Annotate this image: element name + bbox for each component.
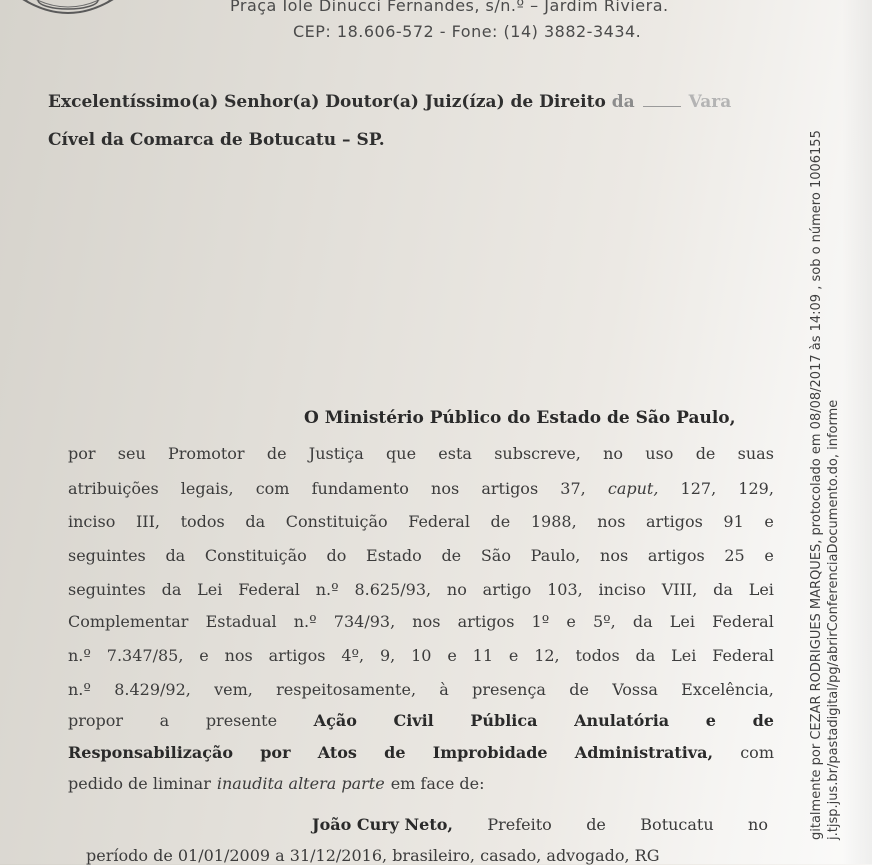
body-word: artigos xyxy=(647,546,705,565)
body-word: inciso xyxy=(68,512,116,531)
body-word: Lei xyxy=(197,580,223,599)
body-word: Federal xyxy=(712,646,774,665)
body-line xyxy=(68,479,774,498)
body-line xyxy=(68,646,774,665)
body-word: nos xyxy=(597,512,626,531)
body-word: artigos xyxy=(457,612,515,631)
margin-note-line-1: gitalmente por CEZAR RODRIGUES MARQUES, protocolado em 08/08/2017 às 14:09 , sob o número 1006155 xyxy=(809,130,824,840)
body-word: subscreve, xyxy=(494,444,581,463)
last-line-plain: pedido de liminar xyxy=(68,774,211,793)
body-word: Civil xyxy=(393,711,434,730)
body-word: da xyxy=(632,612,653,631)
body-word: Improbidade xyxy=(432,743,548,762)
body-word: com xyxy=(255,479,290,498)
body-word: 734/93, xyxy=(333,612,396,631)
body-word: de xyxy=(266,444,287,463)
body-line xyxy=(68,680,774,699)
body-word: Pública xyxy=(470,711,538,730)
body-word: Estadual xyxy=(205,612,277,631)
body-word: fundamento xyxy=(311,479,409,498)
body-line xyxy=(68,546,774,565)
body-word: vem, xyxy=(214,680,253,699)
body-word: 10 xyxy=(411,646,432,665)
body-word: nos xyxy=(600,546,629,565)
body-word: Justiça xyxy=(308,444,364,463)
header-address: Praça Iole Dinucci Fernandes, s/n.º – Jardim Riviera. xyxy=(230,0,669,15)
body-word: à xyxy=(439,680,449,699)
body-word: Constituição xyxy=(285,512,388,531)
body-word: 8.625/93, xyxy=(354,580,432,599)
body-word: nos xyxy=(431,479,460,498)
body-word: nos xyxy=(224,646,253,665)
body-word: e xyxy=(764,546,774,565)
body-word: 11 xyxy=(472,646,493,665)
margin-note-line-2: j.tjsp.jus.br/pastadigital/pg/abrirConferenciaDocumento.do, informe xyxy=(826,399,841,840)
body-word: e xyxy=(764,512,774,531)
body-word: Lei xyxy=(748,580,774,599)
salutation-main: Excelentíssimo(a) Senhor(a) Doutor(a) Juiz(íza) de Direito xyxy=(48,92,606,112)
body-word: da xyxy=(165,546,186,565)
salutation-line-2: Cível da Comarca de Botucatu – SP. xyxy=(48,130,385,150)
body-word: Excelência, xyxy=(681,680,774,699)
body-word: 127, xyxy=(680,479,717,498)
body-word: de xyxy=(441,546,462,565)
body-word: Ação xyxy=(313,711,357,730)
body-word: e xyxy=(447,646,457,665)
body-word: no xyxy=(446,580,467,599)
body-line xyxy=(68,580,774,599)
body-word: Lei xyxy=(671,646,697,665)
body-word: no xyxy=(603,444,624,463)
defendant-word: no xyxy=(748,815,768,834)
body-word: seguintes xyxy=(68,580,146,599)
body-word: Anulatória xyxy=(574,711,670,730)
page-edge-shadow xyxy=(842,0,872,864)
body-word: com xyxy=(740,743,774,762)
body-word: de xyxy=(752,711,774,730)
body-word: por xyxy=(68,444,96,463)
body-word: legais, xyxy=(180,479,234,498)
body-word: que xyxy=(386,444,417,463)
body-word: nos xyxy=(412,612,441,631)
salutation-da: da xyxy=(611,92,635,112)
body-word: Federal xyxy=(408,512,470,531)
body-word: VIII, xyxy=(661,580,698,599)
body-word: atribuições xyxy=(68,479,159,498)
body-word: 91 xyxy=(723,512,744,531)
body-word: 25 xyxy=(724,546,745,565)
municipal-seal-icon xyxy=(14,0,122,26)
body-word: todos xyxy=(575,646,620,665)
salutation-line-1 xyxy=(48,92,731,112)
body-word: 8.429/92, xyxy=(114,680,191,699)
body-word: 1º xyxy=(531,612,550,631)
body-word: e xyxy=(566,612,576,631)
body-word: de xyxy=(490,512,511,531)
body-word: seu xyxy=(117,444,146,463)
body-line xyxy=(68,512,774,531)
body-word: 1988, xyxy=(530,512,577,531)
body-word: Federal xyxy=(712,612,774,631)
body-word: presente xyxy=(205,711,278,730)
defendant-word: Botucatu xyxy=(640,815,714,834)
cut-off-line: período de 01/01/2009 a 31/12/2016, brasileiro, casado, advogado, RG xyxy=(86,846,660,865)
body-word: esta xyxy=(438,444,472,463)
salutation-blank xyxy=(643,92,681,107)
body-word: suas xyxy=(737,444,774,463)
body-word: 103, xyxy=(547,580,583,599)
body-word: uso xyxy=(645,444,674,463)
body-word: Federal xyxy=(238,580,300,599)
body-word: caput, xyxy=(607,479,659,498)
body-word: Paulo, xyxy=(530,546,581,565)
body-word: da xyxy=(161,580,182,599)
body-word: n.º xyxy=(68,680,91,699)
last-line-italic: inaudita altera parte xyxy=(216,774,385,793)
body-word: artigos xyxy=(646,512,703,531)
body-word: n.º xyxy=(315,580,339,599)
body-word: 9, xyxy=(379,646,396,665)
body-word: artigo xyxy=(482,580,532,599)
body-line xyxy=(68,444,774,463)
defendant-line xyxy=(312,815,768,834)
body-word: do xyxy=(326,546,347,565)
body-word: da xyxy=(245,512,266,531)
body-word: de xyxy=(384,743,406,762)
defendant-word: Prefeito xyxy=(487,815,552,834)
body-word: seguintes xyxy=(68,546,146,565)
body-word: Estado xyxy=(366,546,422,565)
body-word: 37, xyxy=(560,479,586,498)
body-line xyxy=(68,612,774,631)
body-word: n.º xyxy=(293,612,317,631)
body-word: 5º, xyxy=(592,612,616,631)
body-word: por xyxy=(260,743,291,762)
last-line-end: em face de: xyxy=(390,774,485,793)
defendant-name: João Cury Neto, xyxy=(312,815,453,834)
body-line xyxy=(68,711,774,730)
body-word: artigos xyxy=(481,479,539,498)
body-word: e xyxy=(199,646,209,665)
body-word: da xyxy=(713,580,733,599)
body-last-line xyxy=(68,774,774,793)
body-word: Constituição xyxy=(204,546,307,565)
body-word: propor xyxy=(68,711,124,730)
body-word: inciso xyxy=(598,580,646,599)
body-word: n.º xyxy=(68,646,91,665)
body-word: respeitosamente, xyxy=(276,680,417,699)
header-contact: CEP: 18.606-572 - Fone: (14) 3882-3434. xyxy=(293,22,642,41)
body-word: Complementar xyxy=(68,612,189,631)
body-word: de xyxy=(569,680,589,699)
defendant-word: de xyxy=(586,815,606,834)
body-word: de xyxy=(695,444,716,463)
body-word: e xyxy=(508,646,519,665)
body-word: e xyxy=(705,711,716,730)
margin-signature-note xyxy=(808,130,842,840)
body-word: 129, xyxy=(738,479,774,498)
body-word: a xyxy=(159,711,170,730)
body-word: 4º, xyxy=(341,646,365,665)
body-word: Responsabilização xyxy=(68,743,234,762)
body-word: 12, xyxy=(534,646,560,665)
body-word: presença xyxy=(472,680,546,699)
body-word: artigos xyxy=(268,646,326,665)
body-word: III, xyxy=(135,512,160,531)
salutation-vara: Vara xyxy=(688,92,732,112)
mp-title: O Ministério Público do Estado de São Paulo, xyxy=(304,408,736,428)
body-word: São xyxy=(480,546,511,565)
body-word: Lei xyxy=(669,612,695,631)
body-word: Atos xyxy=(317,743,357,762)
body-line xyxy=(68,743,774,762)
body-word: Vossa xyxy=(612,680,658,699)
body-word: Administrativa, xyxy=(574,743,714,762)
body-word: todos xyxy=(180,512,225,531)
body-word: 7.347/85, xyxy=(106,646,184,665)
body-word: Promotor xyxy=(168,444,245,463)
body-word: da xyxy=(635,646,656,665)
